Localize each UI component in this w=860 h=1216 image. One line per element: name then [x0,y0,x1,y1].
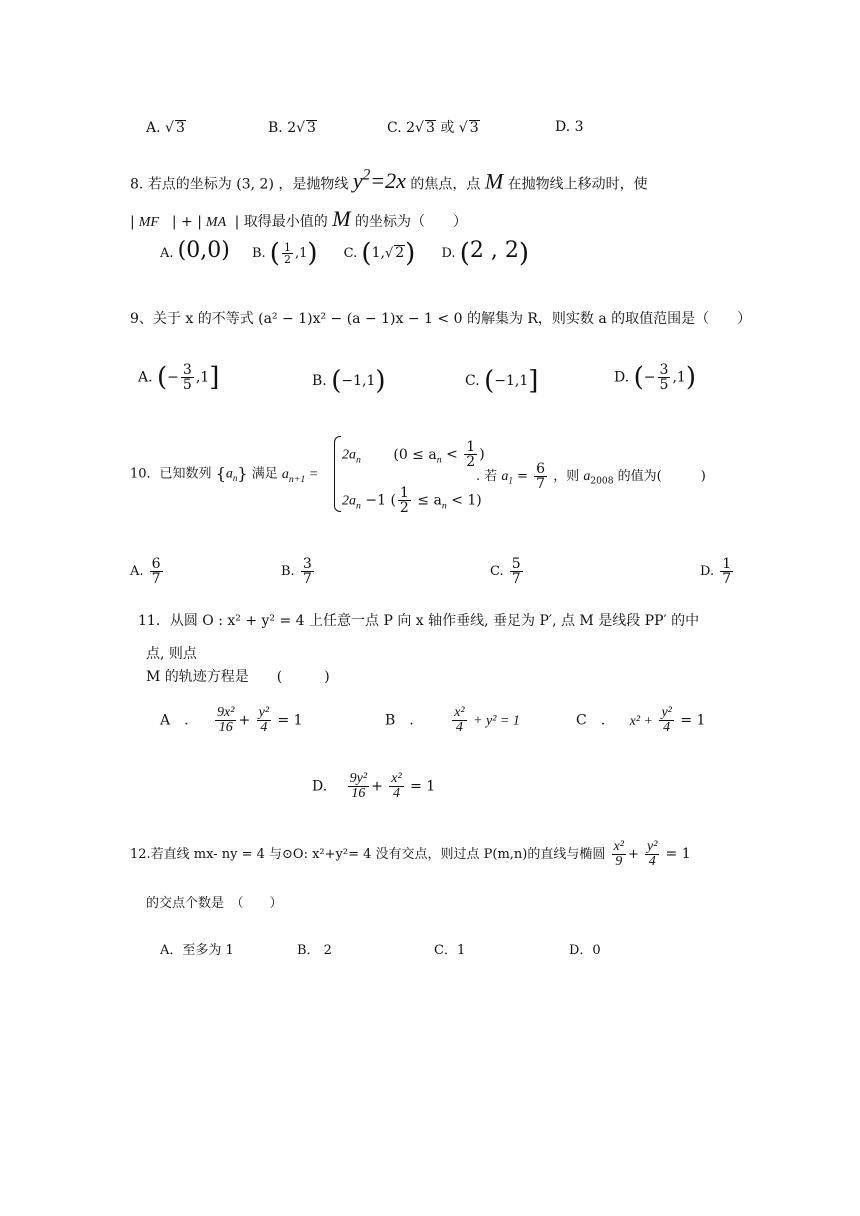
q12-option-d[interactable]: D．0 [569,943,601,958]
sqrt-symbol: √ [458,120,468,136]
q12-option-c[interactable]: C．1 [434,943,466,958]
q11-option-c[interactable]: C . x² + $\frac{\text{y²}}{4}$ = 1 [576,705,706,735]
q9-option-d[interactable]: D. (− $\frac{3}{5}$ ,1) [614,362,696,393]
q11-stem-line1: 11．从圆 O : x² + y² = 4 上任意一点 P 向 x 轴作垂线, 垂足为 P′, 点 M 是线段 PP′ 的中 [138,613,700,629]
q11-option-a[interactable]: A . $\frac{\text{9x²}}{16}$ + $\frac{\text{y²}}{4}$ = 1 [160,705,303,735]
q8-option-d[interactable]: D. (2 , 2) [441,238,529,269]
q9-option-c[interactable]: C. (−1,1] [465,366,539,396]
piecewise-row-2: $2a_n -1$ ( $\frac{1}{2}$ ≤ $a_n < 1$) [342,485,482,516]
q8-option-b[interactable]: B. ( $\frac{1}{2}$ ,1) [251,238,318,269]
sqrt-symbol: √ [415,120,424,136]
q10-stem-right: . 若 $a_1$ = $\frac{6}{7}$ ，则 $a_{2008}$ 的值为( ) [476,461,706,492]
q7-option-a[interactable]: A. √ 3 [146,120,185,136]
q12-option-a[interactable]: A．至多为 1 [160,943,234,958]
q8-stem-line2: | MF | + | MA | 取得最小值的 M 的坐标为（ ） [130,206,467,231]
q11-option-d[interactable]: D. $\frac{\text{9y²}}{16}$ + $\frac{\text{x²}}{4}$ = 1 [312,771,436,801]
q12-stem-line2: 的交点个数是 （ ） [146,896,283,911]
q8-options [160,240,529,267]
q11-option-b[interactable]: B . $\frac{\text{x²}}{4}$ + y² = 1 [385,705,520,735]
piecewise-brace [334,436,341,512]
q11-stem-line2: 点, 则点 [146,646,197,662]
q8-option-c[interactable]: C. (1,√ 2) [343,238,416,269]
q12-option-b[interactable]: B． 2 [297,943,332,958]
sqrt-symbol: √ [165,120,174,136]
piecewise-row-1: $2a_n$ ($0 \le a_n$ < $\frac{1}{2}$ ) [342,439,485,470]
sqrt-symbol: √ [296,120,306,136]
q7-option-d[interactable]: D. 3 [555,119,584,135]
q10-stem-left: 10．已知数列 $\{a_n\}$ 满足 $a_{n+1}$ = [130,464,319,485]
q10-option-b[interactable]: B. $\frac{3}{7}$ [281,556,312,587]
q10-option-a[interactable]: A. $\frac{6}{7}$ [130,556,161,587]
q10-option-d[interactable]: D. $\frac{1}{7}$ [700,556,732,587]
q9-stem: 9、关于 x 的不等式 (a² − 1)x² − (a − 1)x − 1 < 0 的解集为 R，则实数 a 的取值范围是（ ） [130,311,752,327]
q10-option-c[interactable]: C. $\frac{5}{7}$ [490,556,521,587]
q11-stem-line3: M 的轨迹方程是 ( ) [146,669,330,685]
q9-option-a[interactable]: A. (− $\frac{3}{5}$ ,1] [138,362,220,393]
q12-stem-line1: 12.若直线 mx- ny = 4 与⊙O: x²+y²= 4 没有交点，则过点 P(m,n)的直线与椭圆 $\frac{\text{x²}}{9}$ + $\frac{\text{y²}}{4}$ = 1 [130,839,691,869]
q7-option-b[interactable]: B. 2√ 3 [268,120,316,136]
q9-option-b[interactable]: B. (−1,1) [312,366,386,396]
q8-stem-line1: 8. 若点的坐标为 (3, 2) ，是抛物线 $y^2=2x$ 的焦点，点 M 在抛物线上移动时，使 [130,167,648,194]
q8-option-a[interactable]: A. (0,0) [160,238,230,263]
q7-option-c[interactable]: C. 2√ 3 或 √ 3 [387,120,479,136]
parabola-equation: $y^2=2x$ [352,167,406,194]
